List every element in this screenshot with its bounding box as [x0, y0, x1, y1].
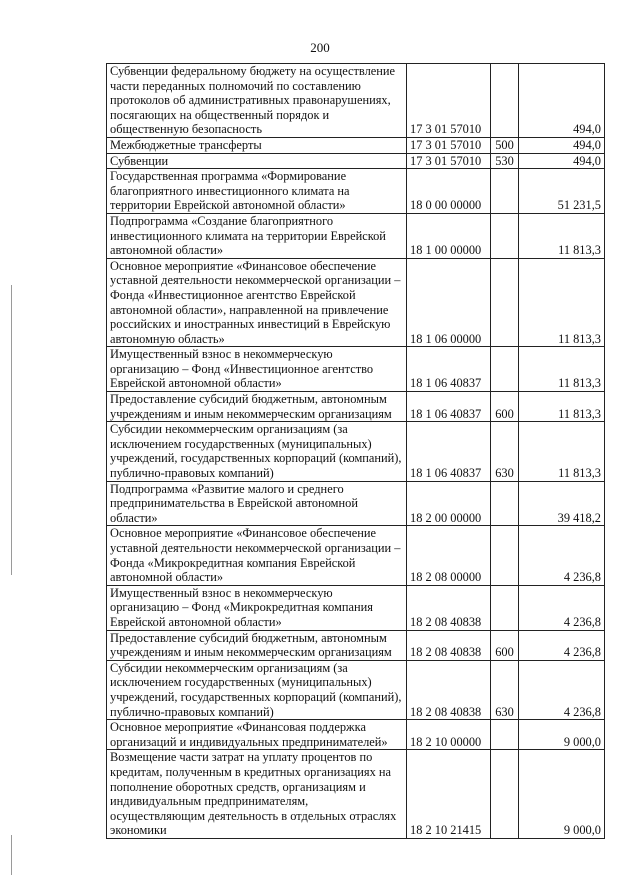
- row-target-code: 18 2 00 00000: [407, 481, 491, 526]
- row-expense-kind: 600: [491, 392, 519, 422]
- row-amount: 494,0: [519, 137, 605, 153]
- row-description: Подпрограмма «Создание благоприятного инвестиционного климата на территории Еврейской автономной области»: [107, 213, 407, 258]
- row-description: Основное мероприятие «Финансовое обеспечение уставной деятельности некоммерческой организации – Фонда «Микрокредитная компания Еврейской автономной области»: [107, 526, 407, 585]
- row-description: Предоставление субсидий бюджетным, автономным учреждениям и иным некоммерческим организациям: [107, 392, 407, 422]
- row-amount: 494,0: [519, 64, 605, 138]
- row-description: Субвенции: [107, 153, 407, 169]
- row-expense-kind: [491, 347, 519, 392]
- table-row: [107, 169, 605, 214]
- row-target-code: 18 1 00 00000: [407, 213, 491, 258]
- row-description: Предоставление субсидий бюджетным, автономным учреждениям и иным некоммерческим организациям: [107, 630, 407, 660]
- row-target-code: 18 2 10 21415: [407, 750, 491, 839]
- row-description: Основное мероприятие «Финансовая поддержка организаций и индивидуальных предпринимателей»: [107, 720, 407, 750]
- row-amount: 11 813,3: [519, 213, 605, 258]
- table-row: [107, 258, 605, 347]
- row-target-code: 17 3 01 57010: [407, 153, 491, 169]
- row-expense-kind: 500: [491, 137, 519, 153]
- table-row: [107, 153, 605, 169]
- row-amount: 11 813,3: [519, 422, 605, 481]
- table-row: [107, 660, 605, 719]
- row-amount: 39 418,2: [519, 481, 605, 526]
- row-amount: 9 000,0: [519, 720, 605, 750]
- row-expense-kind: [491, 720, 519, 750]
- row-amount: 51 231,5: [519, 169, 605, 214]
- row-amount: 11 813,3: [519, 392, 605, 422]
- table-row: [107, 64, 605, 138]
- table-row: [107, 630, 605, 660]
- row-expense-kind: [491, 750, 519, 839]
- table-row: [107, 213, 605, 258]
- budget-table: [106, 63, 605, 839]
- table-row: [107, 526, 605, 585]
- row-expense-kind: [491, 258, 519, 347]
- row-description: Субсидии некоммерческим организациям (за исключением государственных (муниципальных) учреждений, государственных корпораций (компаний), публично-правовых компаний): [107, 422, 407, 481]
- page-number: 200: [310, 40, 330, 55]
- row-amount: 11 813,3: [519, 347, 605, 392]
- row-expense-kind: 530: [491, 153, 519, 169]
- table-row: [107, 137, 605, 153]
- row-expense-kind: 600: [491, 630, 519, 660]
- row-expense-kind: [491, 585, 519, 630]
- row-target-code: 18 1 06 00000: [407, 258, 491, 347]
- row-target-code: 18 2 08 40838: [407, 585, 491, 630]
- table-row: [107, 347, 605, 392]
- scan-edge-mark: [11, 835, 12, 875]
- row-expense-kind: [491, 526, 519, 585]
- row-amount: 9 000,0: [519, 750, 605, 839]
- row-description: Подпрограмма «Развитие малого и среднего предпринимательства в Еврейской автономной области»: [107, 481, 407, 526]
- row-amount: 4 236,8: [519, 585, 605, 630]
- table-row: [107, 422, 605, 481]
- row-description: Государственная программа «Формирование благоприятного инвестиционного климата на территории Еврейской автономной области»: [107, 169, 407, 214]
- row-target-code: 18 2 08 40838: [407, 660, 491, 719]
- scan-edge-mark: [11, 285, 12, 575]
- row-amount: 494,0: [519, 153, 605, 169]
- row-description: Имущественный взнос в некоммерческую организацию – Фонд «Инвестиционное агентство Еврейской автономной области»: [107, 347, 407, 392]
- table-row: [107, 750, 605, 839]
- table-row: [107, 392, 605, 422]
- row-target-code: 18 2 10 00000: [407, 720, 491, 750]
- table-row: [107, 585, 605, 630]
- row-expense-kind: [491, 213, 519, 258]
- row-amount: 11 813,3: [519, 258, 605, 347]
- row-description: Межбюджетные трансферты: [107, 137, 407, 153]
- row-amount: 4 236,8: [519, 630, 605, 660]
- row-description: Субсидии некоммерческим организациям (за исключением государственных (муниципальных) учреждений, государственных корпораций (компаний), публично-правовых компаний): [107, 660, 407, 719]
- row-amount: 4 236,8: [519, 526, 605, 585]
- row-target-code: 18 1 06 40837: [407, 422, 491, 481]
- row-expense-kind: [491, 64, 519, 138]
- table-row: [107, 720, 605, 750]
- row-target-code: 18 2 08 40838: [407, 630, 491, 660]
- row-target-code: 18 0 00 00000: [407, 169, 491, 214]
- row-description: Возмещение части затрат на уплату процентов по кредитам, полученным в кредитных организациях на пополнение оборотных средств, организациям и индивидуальным предпринимателям, осуществляющим деятельность в отдельных отраслях экономики: [107, 750, 407, 839]
- row-target-code: 17 3 01 57010: [407, 64, 491, 138]
- row-description: Имущественный взнос в некоммерческую организацию – Фонд «Микрокредитная компания Еврейской автономной области»: [107, 585, 407, 630]
- row-amount: 4 236,8: [519, 660, 605, 719]
- row-target-code: 18 2 08 00000: [407, 526, 491, 585]
- row-target-code: 18 1 06 40837: [407, 347, 491, 392]
- row-target-code: 17 3 01 57010: [407, 137, 491, 153]
- row-description: Субвенции федеральному бюджету на осуществление части переданных полномочий по составлению протоколов об административных правонарушениях, посягающих на общественный порядок и общественную безопасность: [107, 64, 407, 138]
- row-expense-kind: 630: [491, 422, 519, 481]
- row-expense-kind: [491, 481, 519, 526]
- row-description: Основное мероприятие «Финансовое обеспечение уставной деятельности некоммерческой организации – Фонда «Инвестиционное агентство Еврейской автономной области», направленной на привлечение российских и иностранных инвестиций в Еврейскую автономную область»: [107, 258, 407, 347]
- table-row: [107, 481, 605, 526]
- row-target-code: 18 1 06 40837: [407, 392, 491, 422]
- row-expense-kind: 630: [491, 660, 519, 719]
- row-expense-kind: [491, 169, 519, 214]
